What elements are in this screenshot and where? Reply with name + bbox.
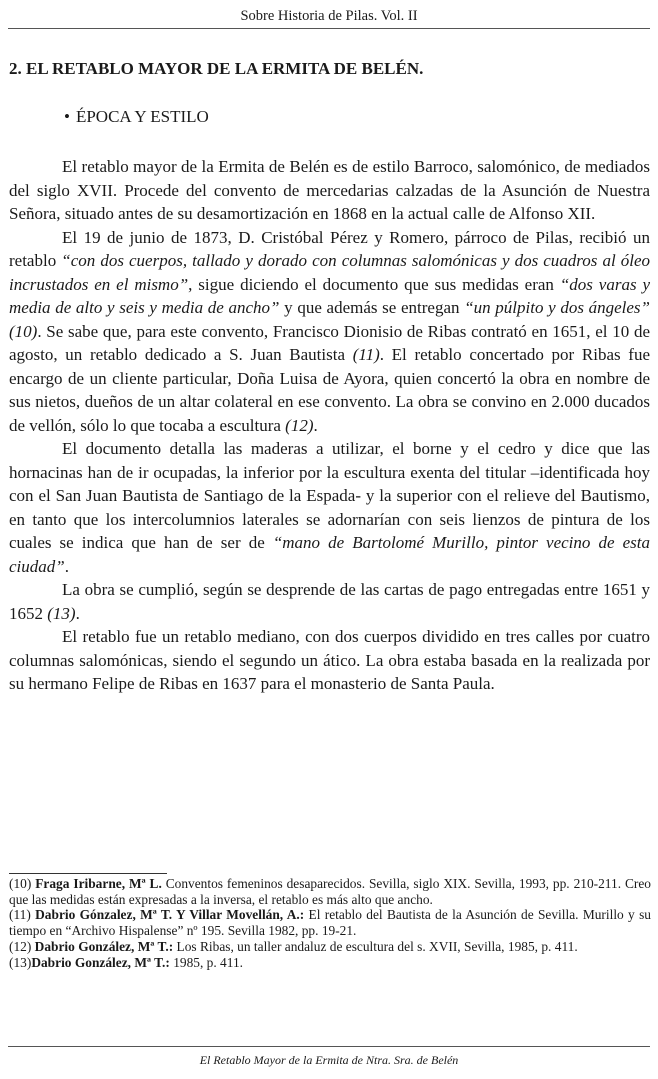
footnote-author: Dabrio Gónzalez, Mª T. Y Villar Movellán, A.: (35, 907, 305, 923)
quotation: “con dos cuerpos, tallado y dorado con columnas salomónicas y dos cuadros al óleo incrustados en el mismo” (9, 251, 651, 294)
footnote-author: Dabrio González, Mª T.: (31, 954, 170, 970)
running-footer (8, 1052, 650, 1068)
text-run: El documento detalla las maderas a utilizar, el borne y el cedro y dice que las hornacinas han de ir ocupadas, la inferior por la escultura exenta del titular –identificada hoy con el San Juan Bautista de Santiago de la Espada- y la superior con el relieve del Bautismo, en tanto que los intercolumnios laterales se adornarían con seis lienzos de pintura de los cuales se indica que han de ser de (9, 439, 650, 552)
text-run: , sigue diciendo el documento que sus medidas eran (188, 274, 560, 294)
text-run: y que además se entregan (279, 298, 465, 317)
footnote-author: Dabrio González, Mª T.: (34, 938, 174, 954)
subsection-heading (64, 106, 209, 128)
text-run: El 19 de junio de 1873, D. Cristóbal Pérez y Romero, párroco de Pilas, recibió un retablo (9, 227, 650, 270)
text-run: La obra se cumplió, según se desprende de las cartas de pago entregadas entre 1651 y 1652 (9, 580, 650, 623)
footnote-text: Conventos femeninos desaparecidos. Sevilla, siglo XIX. Sevilla, 1993, pp. 210-211. Creo que las medidas están expresadas a la inversa, el retablo es más alto que ancho. (9, 876, 651, 907)
footnote-13 (9, 955, 651, 971)
running-header (8, 6, 650, 29)
bullet-icon: • (64, 107, 70, 126)
text-run: . El retablo concertado por Ribas fue encargo de un cliente particular, Doña Luisa de Ayora, quien concertó la obra en nombre de sus nietos, dueños de un altar colateral en ese convento. La obra se convino en 2.000 ducados de vellón, sólo lo que tocaba a escultura (9, 345, 650, 435)
quotation: “un púlpito y dos ángeles” (464, 298, 651, 317)
footnote-12 (9, 939, 651, 955)
footnote-text: El retablo del Bautista de la Asunción de Sevilla. Murillo y su tiempo en “Archivo Hispalense” nº 195. Sevilla 1982, pp. 19-21. (9, 907, 651, 939)
footnote-ref: (12) (285, 415, 314, 435)
body-text (9, 155, 650, 696)
footnote-number: (11) (9, 907, 36, 923)
footer-rule (8, 1046, 650, 1047)
paragraph-5: El retablo fue un retablo mediano, con dos cuerpos dividido en tres calles por cuatro columnas salomónicas, siendo el segundo un ático. La obra estaba basada en la realizada por su hermano Felipe de Ribas en 1637 para el monasterio de Santa Paula. (9, 627, 650, 693)
text-run: . Se sabe que, para este convento, Francisco Dionisio de Ribas contrató en 1651, el 10 de agosto, un retablo dedicado a S. Juan Bautista (9, 321, 650, 364)
paragraph-1: El retablo mayor de la Ermita de Belén es de estilo Barroco, salomónico, de mediados del siglo XVII. Procede del convento de mercedarias calzadas de la Asunción de Nuestra Señora, situado antes de su desamortización en 1868 en la actual calle de Alfonso XII. (9, 157, 650, 223)
footnote-separator (9, 873, 167, 874)
paragraph-3 (9, 437, 650, 578)
quotation: “mano de Bartolomé Murillo, pintor vecino de esta ciudad” (9, 533, 650, 576)
footnote-number: (13) (9, 954, 32, 970)
footnote-10 (9, 876, 651, 907)
footnote-ref: (13) (47, 603, 76, 623)
running-footer-title: El Retablo Mayor de la Ermita de Ntra. Sra. de Belén (199, 1053, 459, 1067)
footnotes (9, 876, 651, 970)
footnote-text: Los Ribas, un taller andaluz de escultura del s. XVII, Sevilla, 1985, p. 411. (173, 938, 578, 954)
subsection-title: ÉPOCA Y ESTILO (75, 107, 209, 126)
footnote-ref: (10) (9, 321, 38, 341)
footnote-author: Fraga Iribarne, Mª L. (35, 876, 162, 891)
footnote-number: (12) (9, 938, 35, 954)
footnote-11 (9, 907, 651, 938)
paragraph-2 (9, 226, 650, 438)
footnote-text: 1985, p. 411. (169, 954, 243, 970)
quotation: “dos varas y media de alto y seis y media de ancho” (9, 274, 650, 317)
section-title: 2. EL RETABLO MAYOR DE LA ERMITA DE BELÉN. (9, 59, 424, 78)
paragraph-4 (9, 578, 650, 625)
text-run: . (64, 556, 69, 576)
footnote-ref: (11) (352, 345, 380, 364)
text-run: . (313, 415, 318, 435)
text-run: . (75, 603, 80, 623)
footnote-number: (10) (9, 876, 36, 891)
running-header-title: Sobre Historia de Pilas. Vol. II (240, 8, 418, 24)
